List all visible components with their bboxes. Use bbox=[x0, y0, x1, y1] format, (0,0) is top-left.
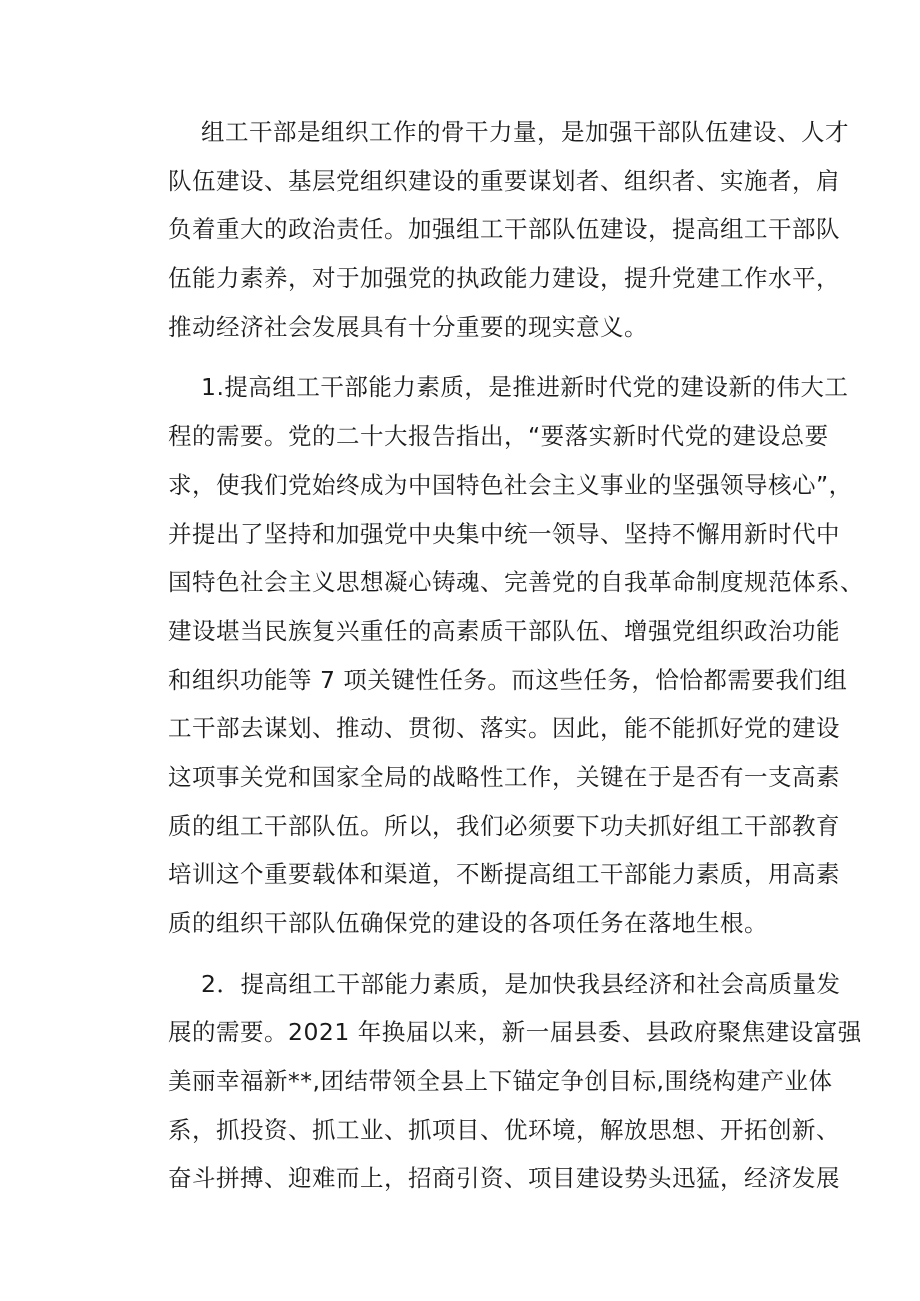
text-line: 展的需要。2021 年换届以来，新一届县委、县政府聚焦建设富强 bbox=[168, 1018, 862, 1047]
text-line: 培训这个重要载体和渠道，不断提高组工干部能力素质，用高素 bbox=[168, 860, 840, 889]
text-line: 和组织功能等 7 项关键性任务。而这些任务，恰恰都需要我们组 bbox=[168, 665, 848, 694]
paragraph-point-1 bbox=[135, 363, 864, 947]
text-line: 组工干部是组织工作的骨干力量，是加强干部队伍建设、人才 bbox=[201, 118, 849, 146]
text-line: 负着重大的政治责任。加强组工干部队伍建设，提高组工干部队 bbox=[168, 215, 840, 244]
text-line: 这项事关党和国家全局的战略性工作，关键在于是否有一支高素 bbox=[168, 762, 840, 791]
text-line: 国特色社会主义思想凝心铸魂、完善党的自我革命制度规范体系、 bbox=[168, 568, 864, 597]
text-line: 质的组织干部队伍确保党的建设的各项任务在落地生根。 bbox=[168, 909, 768, 937]
paragraph-intro bbox=[135, 108, 849, 351]
text-line: 程的需要。党的二十大报告指出，“要落实新时代党的建设总要 bbox=[168, 422, 829, 451]
text-line: 质的组工干部队伍。所以，我们必须要下功夫抓好组工干部教育 bbox=[168, 811, 840, 840]
text-line: 1.提高组工干部能力素质，是推进新时代党的建设新的伟大工 bbox=[201, 373, 849, 402]
text-line: 建设堪当民族复兴重任的高素质干部队伍、增强党组织政治功能 bbox=[168, 616, 840, 645]
text-line: 奋斗拼搏、迎难而上，招商引资、项目建设势头迅猛，经济发展 bbox=[168, 1164, 840, 1193]
document-body bbox=[135, 108, 864, 1215]
text-line: 队伍建设、基层党组织建设的重要谋划者、组织者、实施者，肩 bbox=[168, 166, 840, 195]
text-line: 并提出了坚持和加强党中央集中统一领导、坚持不懈用新时代中 bbox=[168, 519, 840, 548]
text-line: 伍能力素养，对于加强党的执政能力建设，提升党建工作水平， bbox=[168, 264, 840, 293]
text-line: 求，使我们党始终成为中国特色社会主义事业的坚强领导核心”， bbox=[168, 470, 853, 499]
text-line: 2．提高组工干部能力素质，是加快我县经济和社会高质量发 bbox=[201, 969, 841, 998]
paragraph-point-2 bbox=[135, 960, 862, 1203]
text-line: 美丽幸福新**,团结带领全县上下锚定争创目标,围绕构建产业体 bbox=[168, 1067, 833, 1096]
text-line: 工干部去谋划、推动、贯彻、落实。因此，能不能抓好党的建设 bbox=[168, 714, 840, 743]
text-line: 系，抓投资、抓工业、抓项目、优环境，解放思想、开拓创新、 bbox=[168, 1115, 840, 1144]
text-line: 推动经济社会发展具有十分重要的现实意义。 bbox=[168, 312, 648, 341]
